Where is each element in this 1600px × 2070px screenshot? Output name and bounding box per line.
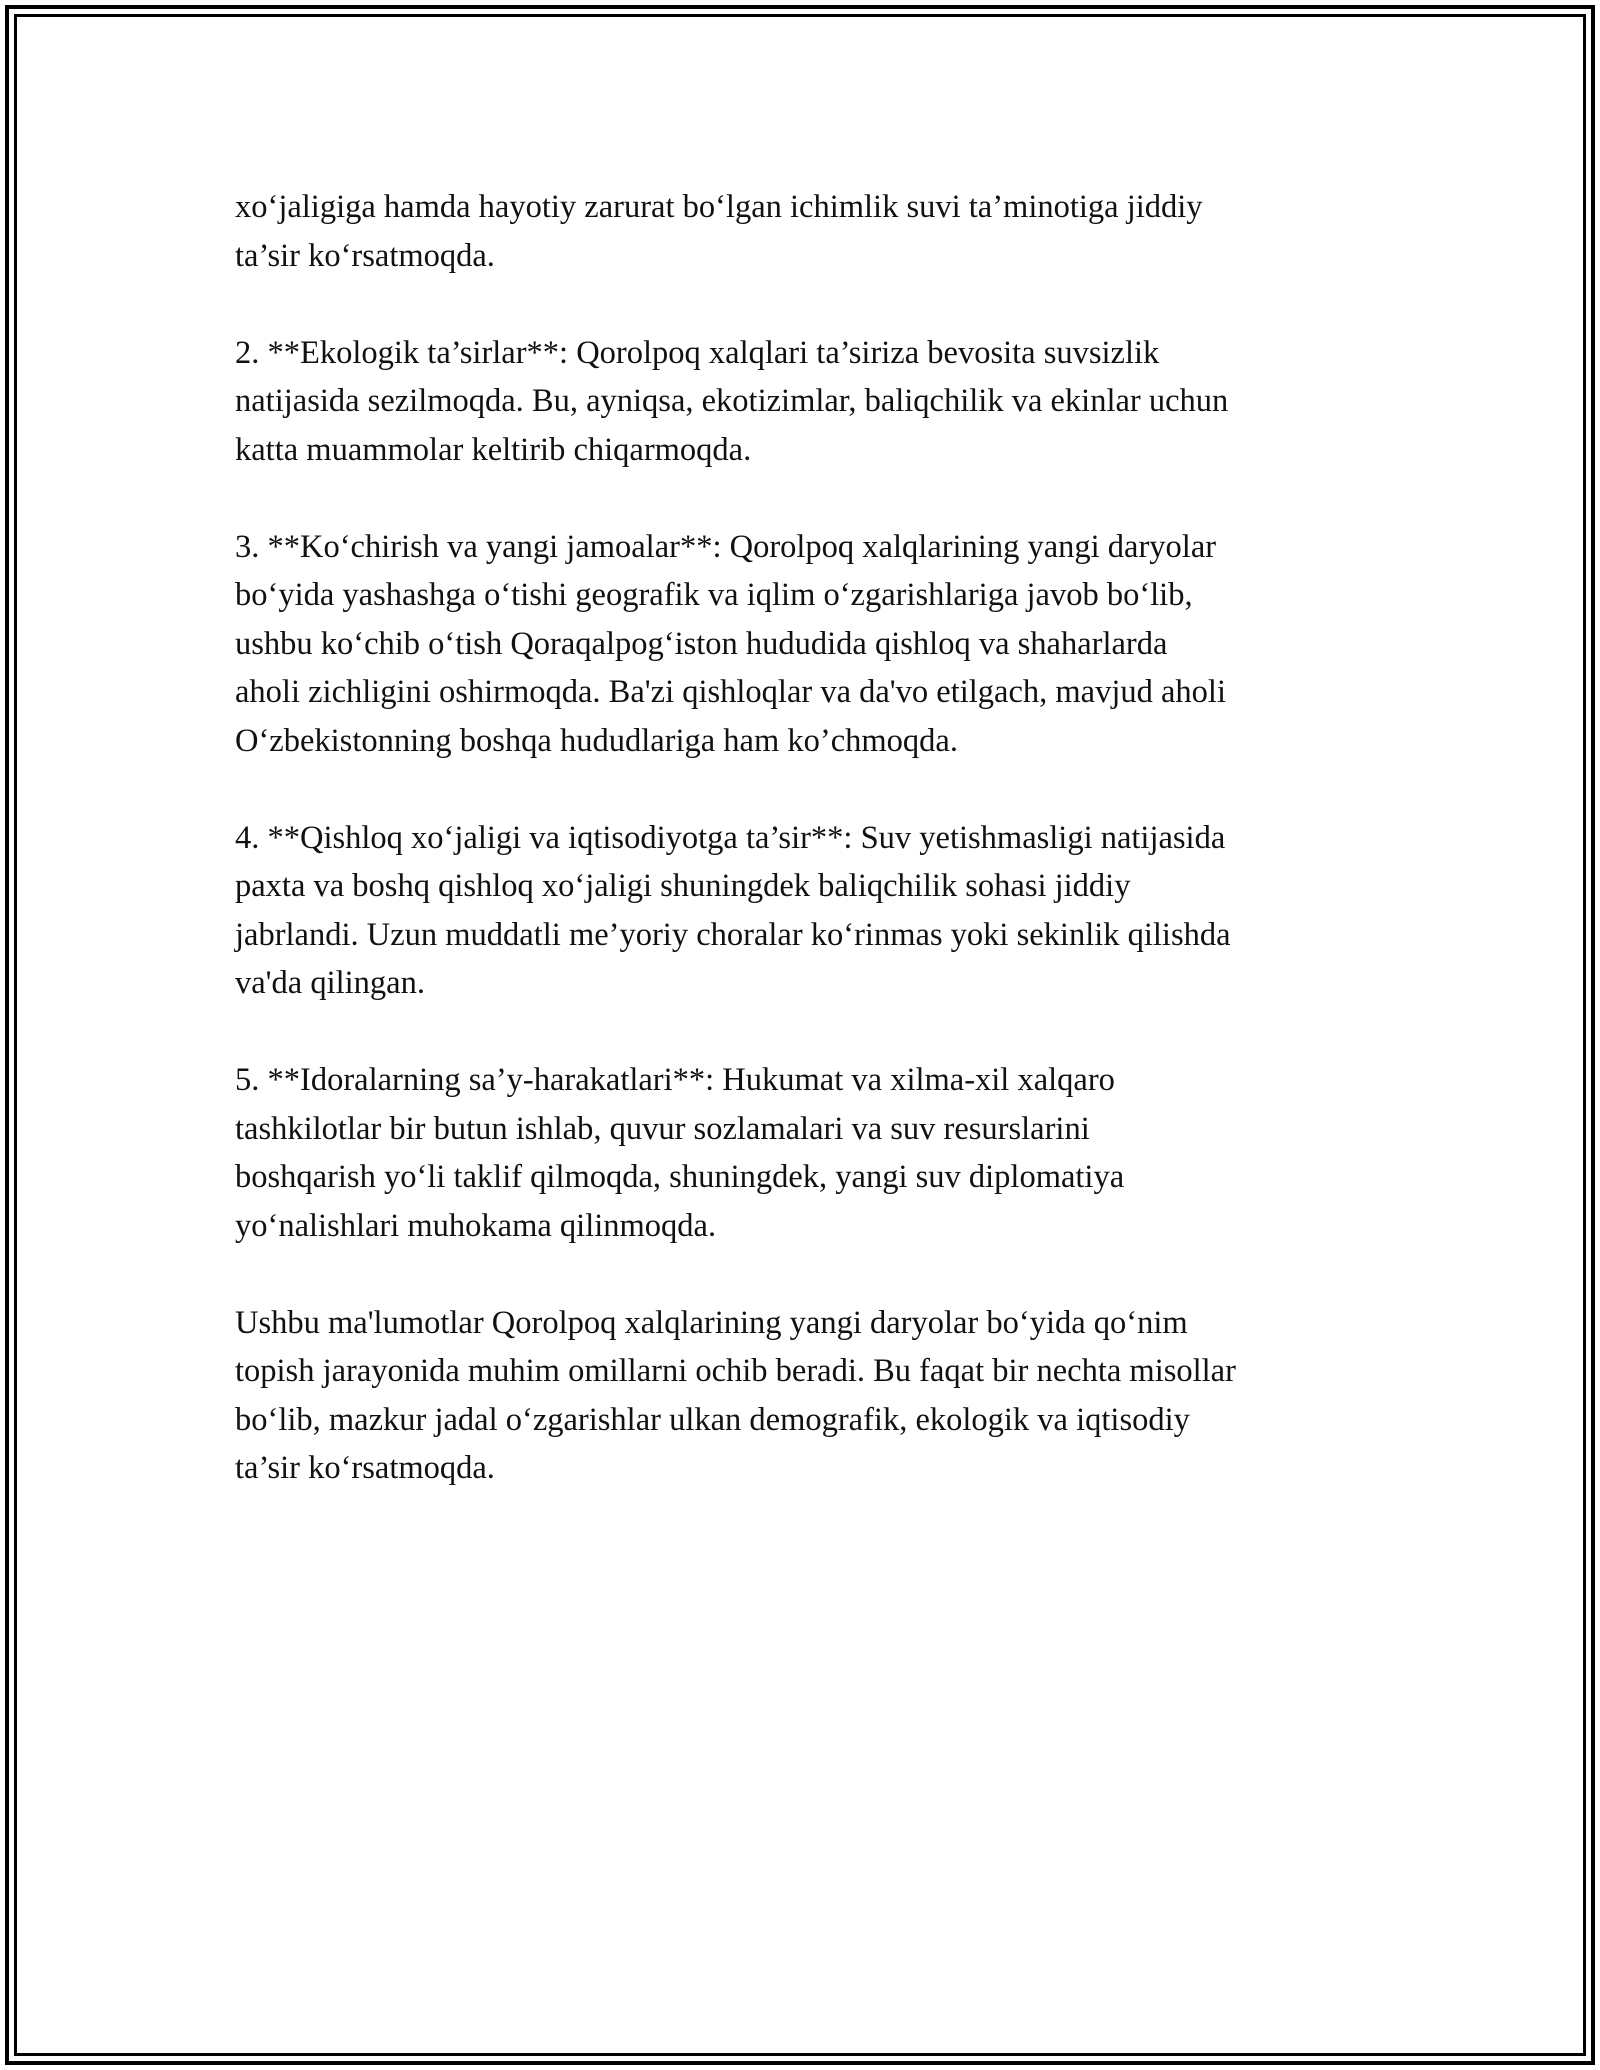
paragraph-conclusion: Ushbu ma'lumotlar Qorolpoq xalqlarining yangi daryolar bo‘yida qo‘nim topish jarayonida muhim omillarni ochib beradi. Bu faqat bir nechta misollar bo‘lib, mazkur jadal o‘zgarishlar ulkan demografik, ekologik va iqtisodiy ta’sir ko‘rsatmoqda.	[235, 1304, 1236, 1486]
paragraph-continuation: xo‘jaligiga hamda hayotiy zarurat bo‘lgan ichimlik suvi ta’minotiga jiddiy ta’sir ko‘rsatmoqda.	[235, 189, 1203, 274]
paragraph-ecological-effects: 2. **Ekologik ta’sirlar**: Qorolpoq xalqlari ta’siriza bevosita suvsizlik natijasida sezilmoqda. Bu, ayniqsa, ekotizimlar, baliqchilik va ekinlar uchun katta muammolar keltirib chiqarmoqda.	[235, 334, 1229, 468]
paragraph-agency-efforts: 5. **Idoralarning sa’y-harakatlari**: Hukumat va xilma-xil xalqaro tashkilotlar bir butun ishlab, quvur sozlamalari va suv resurslarini boshqarish yo‘li taklif qilmoqda, shuningdek, yangi suv diplomatiya yo‘nalishlari muhokama qilinmoqda.	[235, 1062, 1125, 1244]
paragraph-agriculture-economy: 4. **Qishloq xo‘jaligi va iqtisodiyotga ta’sir**: Suv yetishmasligi natijasida paxta va boshq qishloq xo‘jaligi shuningdek baliqchilik sohasi jiddiy jabrlandi. Uzun muddatli me’yoriy choralar ko‘rinmas yoki sekinlik qilishda va'da qilingan.	[235, 819, 1231, 1001]
paragraph-relocation: 3. **Ko‘chirish va yangi jamoalar**: Qorolpoq xalqlarining yangi daryolar bo‘yida yashashga o‘tishi geografik va iqlim o‘zgarishlariga javob bo‘lib, ushbu ko‘chib o‘tish Qoraqalpog‘iston hududida qishloq va shaharlarda aholi zichligini oshirmoqda. Ba'zi qishloqlar va da'vo etilgach, mavjud aholi O‘zbekistonning boshqa hududlariga ham ko’chmoqda.	[235, 528, 1226, 759]
document-body	[235, 183, 1375, 1493]
